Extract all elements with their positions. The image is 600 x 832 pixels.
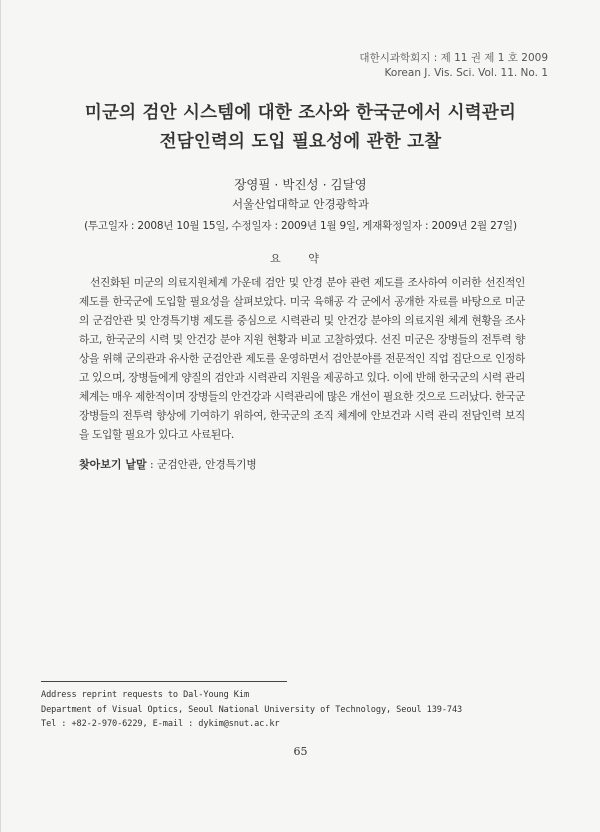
article-title-line-1: 미군의 검안 시스템에 대한 조사와 한국군에서 시력관리 <box>84 103 517 123</box>
journal-citation-korean: 대한시과학회지 : 제 11 권 제 1 호 2009 <box>359 52 548 64</box>
article-title <box>41 99 560 157</box>
journal-citation-english: Korean J. Vis. Sci. Vol. 11. No. 1 <box>384 67 548 79</box>
keywords-separator: : <box>146 458 157 471</box>
author-affiliation: 서울산업대학교 안경광학과 <box>232 197 369 211</box>
author-list: 장영필 · 박진성 · 김달영 <box>234 177 367 192</box>
journal-header <box>359 51 548 81</box>
abstract-body: 선진화된 미군의 의료지원체계 가운데 검안 및 안경 분야 관련 제도를 조사하여 이러한 선진적인 제도를 한국군에 도입할 필요성을 살펴보았다. 미국 육해공 각 군에서 공개한 자료를 바탕으로 미군의 군검안관 및 안경특기병 제도를 중심으로 시력관리 및 안건강 분야의 의료지원 체계 현황을 조사하고, 한국군의 시력 및 안건강 분야 지원 현황과 비교 고찰하였다. 선진 미군은 장병들의 전투력 향상을 위해 군의관과 유사한 군검안관 제도를 운영하면서 검안분야를 전문적인 직업 집단으로 인정하고 있으며, 장병들에게 양질의 검안과 시력관리 지원을 제공하고 있다. 이에 반해 한국군의 시력 관리 체계는 매우 제한적이며 장병들의 안건강과 시력관리에 많은 개선이 필요한 것으로 드러났다. 한국군 장병들의 전투력 향상에 기여하기 위하여, 한국군의 조직 체계에 안보건과 시력 관리 전담인력 보직을 도입할 필요가 있다고 사료된다. <box>79 276 525 441</box>
keywords-label: 찾아보기 낱말 <box>79 458 147 471</box>
keywords-value: 군검안관, 안경특기병 <box>157 458 257 471</box>
footnote-contact-line: Tel : +82-2-970-6229, E-mail : dykim@snut.ac.kr <box>41 719 280 729</box>
footnote-divider <box>41 681 287 682</box>
article-title-line-2: 전담인력의 도입 필요성에 관한 고찰 <box>159 132 442 152</box>
footnote-address-line: Department of Visual Optics, Seoul National University of Technology, Seoul 139-743 <box>41 704 463 715</box>
correspondence-footnote <box>41 688 462 732</box>
abstract-heading: 요 약 <box>270 252 331 265</box>
submission-dates: (투고일자 : 2008년 10월 15일, 수정일자 : 2009년 1월 9일, 게재확정일자 : 2009년 2월 27일) <box>84 220 517 232</box>
page-number: 65 <box>293 745 308 758</box>
keywords-line <box>79 456 257 472</box>
footnote-reprint-line: Address reprint requests to Dal-Young Kim <box>41 690 250 700</box>
